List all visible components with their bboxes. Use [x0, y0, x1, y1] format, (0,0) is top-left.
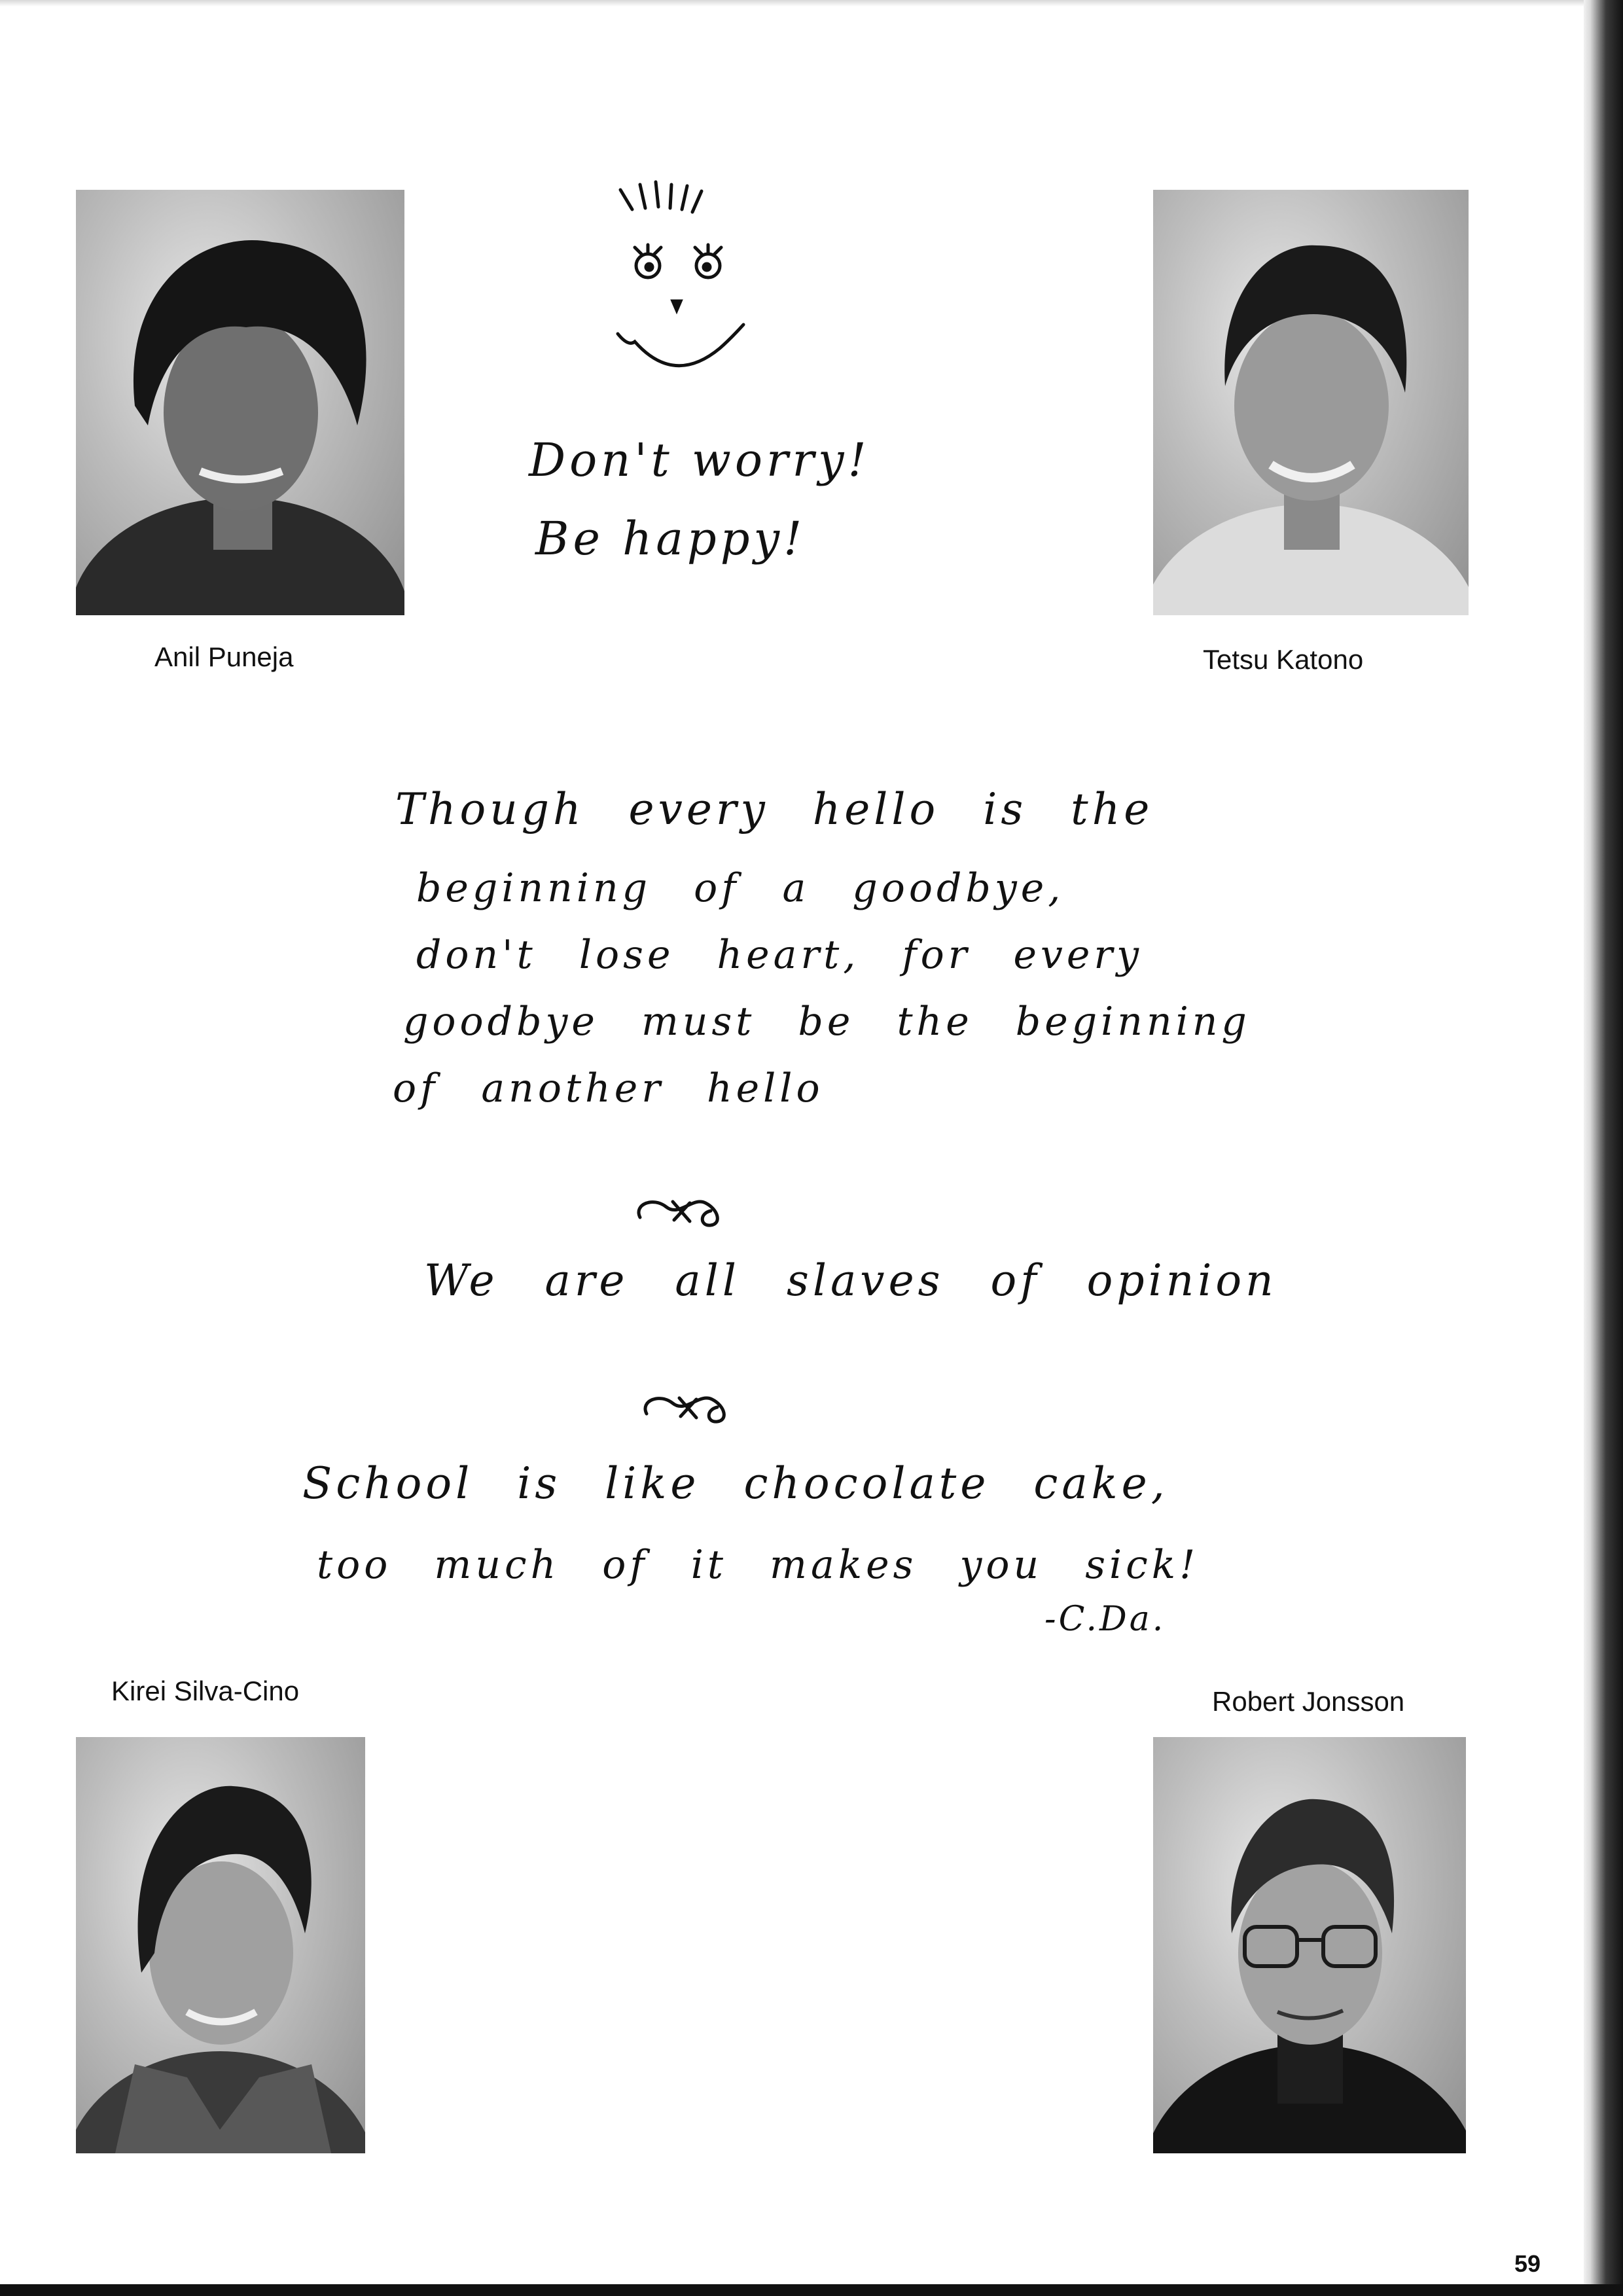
quote-line: School is like chocolate cake,: [302, 1458, 1169, 1509]
portrait-photo: [76, 190, 404, 615]
portrait-photo: [76, 1737, 365, 2153]
quote-line: don't lose heart, for every: [416, 932, 1143, 978]
page-top-shadow: [0, 0, 1584, 7]
quote-line: Though every hello is the: [395, 784, 1154, 834]
smiley-face-doodle: [609, 177, 818, 386]
quote-line: of another hello: [393, 1066, 824, 1111]
swirl-ornament-icon: [633, 1381, 745, 1433]
quote-line: goodbye must be the beginning: [403, 999, 1251, 1045]
page-bottom-shadow: [0, 2284, 1623, 2296]
swirl-ornament-icon: [627, 1185, 738, 1237]
quote-line: We are all slaves of opinion: [424, 1255, 1277, 1306]
doodle-caption-line-1: Don't worry!: [529, 433, 870, 487]
portrait-photo: [1153, 1737, 1466, 2153]
quote-line: too much of it makes you sick!: [317, 1542, 1200, 1588]
page-binding-edge: [1584, 0, 1623, 2296]
portrait-name: Tetsu Katono: [1203, 644, 1364, 675]
portrait-photo: [1153, 190, 1469, 615]
quote-signature: -C.Da.: [1044, 1600, 1166, 1639]
page-number: 59: [1514, 2250, 1541, 2277]
doodle-caption-line-2: Be happy!: [535, 512, 806, 565]
portrait-name: Robert Jonsson: [1212, 1686, 1405, 1717]
portrait-name: Anil Puneja: [154, 641, 294, 672]
portrait-name: Kirei Silva-Cino: [111, 1676, 300, 1706]
quote-line: beginning of a goodbye,: [416, 865, 1065, 911]
